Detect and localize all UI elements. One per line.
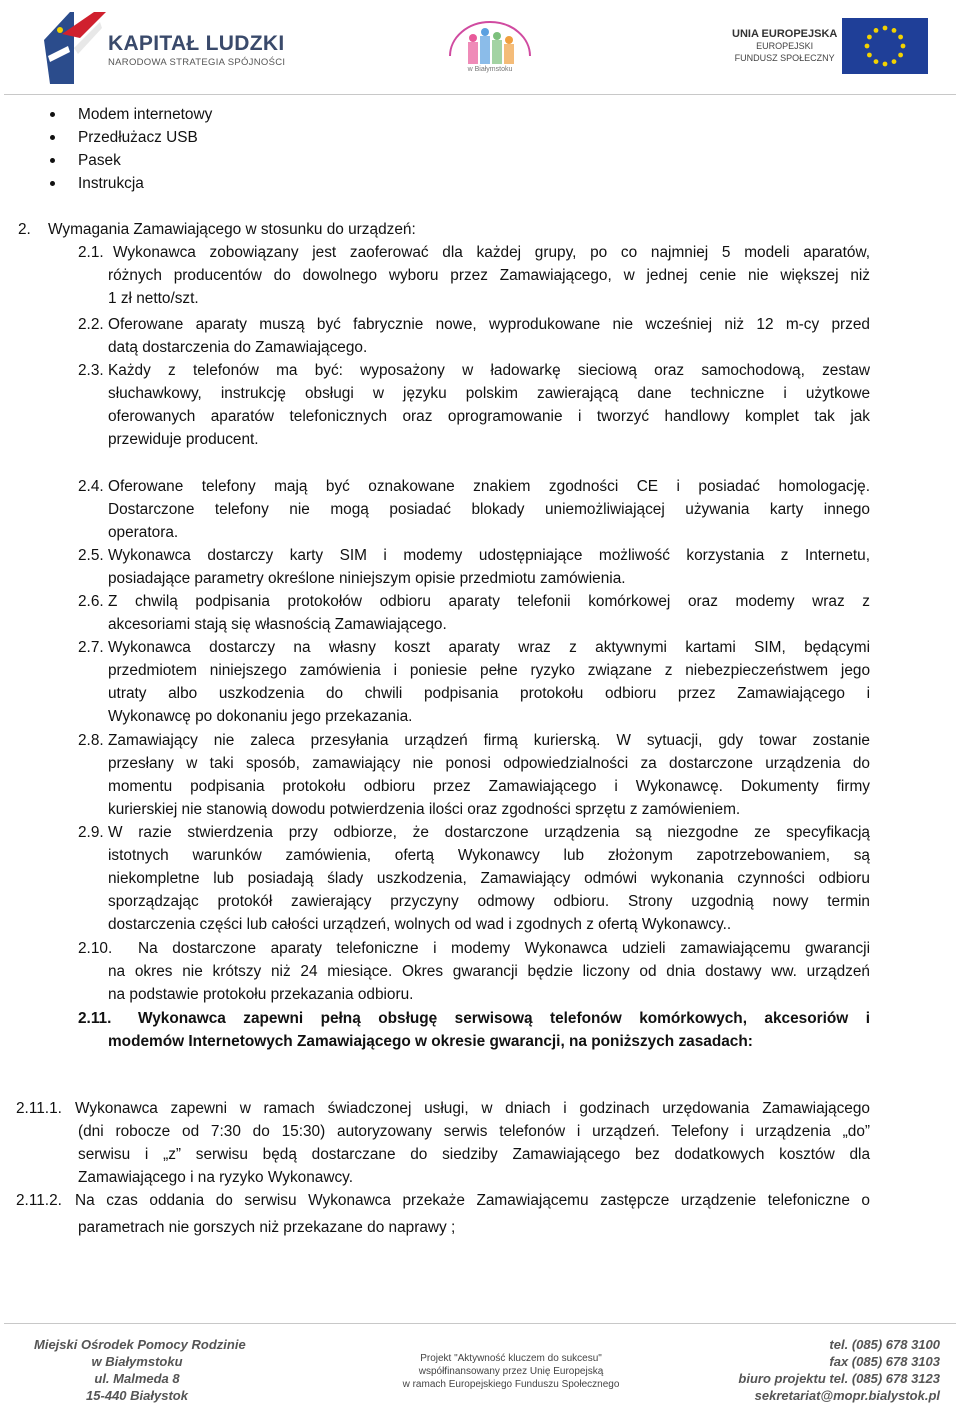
item-number: 2.3. (78, 362, 104, 379)
item-2-4: Oferowane telefony mają być oznakowane znakiem zgodności CE i posiadać homologację. Dostarczone telefony nie mogą posiadać blokady uniemożliwiającej używania karty innego operatora. (108, 478, 870, 541)
kapital-ludzki-title: KAPITAŁ LUDZKI (108, 32, 285, 55)
ue-title: UNIA EUROPEJSKA (732, 28, 838, 40)
item-2-7: Wykonawca dostarczy na własny koszt aparaty wraz z aktywnymi kartami SIM, będącymi przedmiotem niniejszego zamówienia i poniesie pełne ryzyko związane z niebezpieczeństwem jego utraty albo uszkodzenia do chwili podpisania protokołu odbioru przez Zamawiającego i Wykonawcę po dokonaniu jego przekazania. (108, 639, 870, 725)
bullet-dot-icon (50, 181, 55, 186)
item-2-5: Wykonawca dostarczy karty SIM i modemy udostępniające możliwość korzystania z Internetu, posiadające parametry określone niniejszym opisie przedmiotu zamówienia. (108, 547, 870, 587)
item-2-10: Na dostarczone aparaty telefoniczne i modemy Wykonawca udzieli zamawiającemu gwarancji (138, 940, 870, 957)
item-number: 2.1. (78, 244, 104, 261)
section-title: Wymagania Zamawiającego w stosunku do urządzeń: (48, 221, 416, 238)
ue-line1: EUROPEJSKI (756, 41, 814, 51)
footer-address: Miejski Ośrodek Pomocy Rodzinie w Białymstoku ul. Malmeda 8 15-440 Białystok (34, 1337, 246, 1403)
header-divider (4, 94, 956, 95)
eu-flag-icon (842, 18, 928, 74)
page-header (0, 0, 960, 96)
item-number: 2.2. (78, 316, 104, 333)
item-number: 2.9. (78, 824, 104, 841)
item-2-3: Każdy z telefonów ma być: wyposażony w ładowarkę sieciową oraz samochodową, zestaw słuchawkowy, instrukcję obsługi w języku polskim zawierającą dane techniczne i użytkowe oferowanych aparatów telefonicznych oraz oprogramowanie i tworzyć handlowy komplet tak jak przewiduje producent. (108, 362, 870, 448)
page-footer (0, 1330, 960, 1406)
footer-project: Projekt "Aktywność kluczem do sukcesu" współfinansowany przez Unię Europejską w ramach Europejskiego Funduszu Społecznego (402, 1353, 620, 1390)
kapital-ludzki-subtitle: NARODOWA STRATEGIA SPÓJNOŚCI (108, 57, 286, 68)
item-2-10-cont: na okres nie krótszy niż 24 miesiące. Okres gwarancji będzie liczony od dnia dostawy ww. urządzeń na podstawie protokołu przekazania odbioru. (108, 963, 870, 1003)
item-2-11-cont: modemów Internetowych Zamawiającego w okresie gwarancji, na poniższych zasadach: (108, 1033, 753, 1050)
section-number: 2. (18, 221, 31, 238)
item-2-11-1: Wykonawca zapewni w ramach świadczonej usługi, w dniach i godzinach urzędowania Zamawiającego (75, 1100, 870, 1117)
item-2-11-2: Na czas oddania do serwisu Wykonawca przekaże Zamawiającemu zastępcze urządzenie telefoniczne o (75, 1192, 870, 1209)
item-2-2: Oferowane aparaty muszą być fabrycznie nowe, wyprodukowane nie wcześniej niż 12 m-cy przed datą dostarczenia do Zamawiającego. (108, 316, 870, 356)
item-number: 2.6. (78, 593, 104, 610)
item-number: 2.8. (78, 732, 104, 749)
item-2-11-2-cont: parametrach nie gorszych niż przekazane do naprawy ; (78, 1219, 456, 1236)
item-number: 2.4. (78, 478, 104, 495)
item-number: 2.5. (78, 547, 104, 564)
bullet-dot-icon (50, 112, 55, 117)
ue-text-block (732, 28, 837, 64)
footer-divider (4, 1323, 956, 1324)
item-number: 2.11. (78, 1010, 112, 1027)
item-2-1-cont: różnych producentów do dowolnego wyboru przez Zamawiającego, w jednej cenie nie większej niż 1 zł netto/szt. (108, 267, 870, 307)
item-number: 2.11.1. (16, 1100, 62, 1117)
item-2-1: Wykonawca zobowiązany jest zaoferować dla każdej grupy, po co najmniej 5 modeli aparatów, (113, 244, 870, 261)
bullet-dot-icon (50, 135, 55, 140)
item-2-11-1-cont: (dni robocze od 7:30 do 15:30) autoryzowany serwis telefonów i urządzeń. Telefony i urządzenia „do” serwisu i „z” serwisu będą dostarczane do siedziby Zamawiającego bez dodatkowych kosztów dla Zamawiającego i na ryzyko Wykonawcy. (78, 1123, 870, 1186)
item-number: 2.10. (78, 940, 113, 957)
item-number: 2.11.2. (16, 1192, 62, 1209)
bullet-dot-icon (50, 158, 55, 163)
mopr-logo-caption: w Białymstoku (467, 66, 513, 73)
item-2-11: Wykonawca zapewni pełną obsługę serwisową telefonów komórkowych, akcesoriów i (138, 1010, 870, 1027)
item-2-6: Z chwilą podpisania protokołów odbioru aparaty telefonii komórkowej oraz modemy wraz z akcesoriami stają się własnością Zamawiającego. (108, 593, 870, 633)
item-number: 2.7. (78, 639, 104, 656)
item-2-8: Zamawiający nie zaleca przesyłania urządzeń firmą kurierską. W sytuacji, gdy towar zostanie przesłany w taki sposób, zamawiający nie ponosi odpowiedzialności za dostarczone urządzenia do momentu podpisania protokołu odbioru przez Zamawiającego i Wykonawcę. Dokumenty firmy kurierskiej nie stanowią dowodu potwierdzenia ilości oraz zgodności sprzętu z zamówieniem. (108, 732, 870, 818)
footer-contact: tel. (085) 678 3100 fax (085) 678 3103 biuro projektu tel. (085) 678 3123 sekretariat@mopr.bialystok.pl (738, 1337, 940, 1403)
kapital-ludzki-logo (40, 8, 110, 88)
item-2-9: W razie stwierdzenia przy odbiorze, że dostarczone urządzenia są niezgodne ze specyfikacją istotnych warunków zamówienia, ofertą Wykonawcy lub złożonym zapotrzebowaniem, są niekompletne lub posiadają ślady uszkodzenia, Zamawiający odmówi wykonania czynności odbioru sporządzając protokół zawierający przyczyny odmowy odbioru. Strony uzgodnią nowy termin dostarczenia części lub całości urządzeń, wolnych od wad i zgodnych z ofertą Wykonawcy.. (108, 824, 870, 933)
ue-line2: FUNDUSZ SPOŁECZNY (734, 53, 835, 63)
